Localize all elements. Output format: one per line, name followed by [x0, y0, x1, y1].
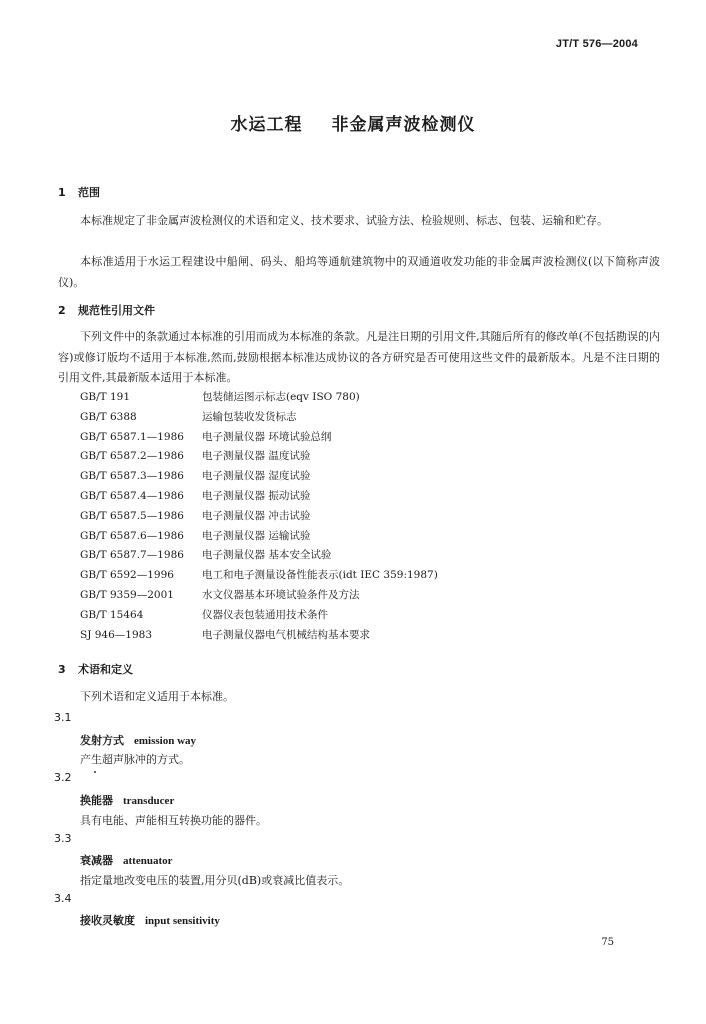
reference-title: 运输包装收发货标志: [202, 410, 297, 423]
term-name-en: transducer: [123, 795, 175, 807]
term-name-en: emission way: [134, 735, 197, 747]
reference-item: [80, 507, 438, 527]
term-name: [80, 912, 220, 928]
reference-title: 电子测量仪器 湿度试验: [202, 470, 311, 483]
reference-code: GB/T 6587.4—1986: [80, 489, 184, 502]
reference-title: 包装储运图示标志(eqv ISO 780): [202, 391, 360, 403]
reference-code: GB/T 15464: [80, 608, 144, 621]
reference-title: 电子测量仪器 温度试验: [202, 450, 311, 463]
normative-refs-intro: 下列文件中的条款通过本标准的引用而成为本标准的条款。凡是注日期的引用文件,其随后所有的修改单(不包括勘误的内容)或修订版均不适用于本标准,然而,鼓励根据本标准达成协议的各方研究是否可使用这些文件的最新版本。凡是不注日期的引用文件,其最新版本适用于本标准。: [58, 330, 660, 384]
reference-item: [80, 546, 438, 566]
reference-item: [80, 447, 438, 467]
term-name-zh: 换能器: [80, 794, 113, 807]
reference-code: GB/T 6388: [80, 410, 137, 423]
reference-title: 电子测量仪器 冲击试验: [202, 509, 311, 522]
reference-list: [80, 388, 438, 645]
reference-item: [80, 606, 438, 626]
scope-paragraph-1: 本标准规定了非金属声波检测仪的术语和定义、技术要求、试验方法、检验规则、标志、包装、运输和贮存。: [80, 214, 608, 227]
standard-code: JT/T 576—2004: [555, 38, 638, 50]
section-number: 1: [58, 186, 66, 199]
reference-item: [80, 586, 438, 606]
term-number: 3.1: [54, 711, 72, 724]
page-number: 75: [601, 937, 614, 948]
reference-title: 电工和电子测量设备性能表示(idt IEC 359:1987): [202, 569, 438, 582]
reference-code: GB/T 6587.3—1986: [80, 470, 184, 483]
term-name-zh: 接收灵敏度: [80, 914, 135, 927]
term-number: 3.4: [54, 892, 72, 905]
term-definition: 指定量地改变电压的装置,用分贝(dB)或衰减比值表示。: [80, 874, 350, 887]
section-title: 范围: [78, 186, 100, 199]
reference-item: [80, 487, 438, 507]
term-name-zh: 衰减器: [80, 854, 113, 867]
reference-title: 仪器仪表包装通用技术条件: [202, 608, 328, 621]
scope-paragraph-2: 本标准适用于水运工程建设中船闸、码头、船坞等通航建筑物中的双通道收发功能的非金属声波检测仪(以下简称声波仪)。: [58, 255, 660, 289]
term-number: 3.2: [54, 771, 72, 784]
section-1-heading: [58, 184, 100, 200]
document-title: 水运工程 非金属声波检测仪: [230, 115, 476, 135]
reference-item: [80, 428, 438, 448]
reference-code: GB/T 6587.5—1986: [80, 509, 184, 522]
reference-code: GB/T 9359—2001: [80, 588, 174, 601]
reference-title: 电子测量仪器 运输试验: [202, 529, 311, 542]
reference-title: 水文仪器基本环境试验条件及方法: [202, 588, 360, 601]
reference-title: 电子测量仪器 环境试验总纲: [202, 430, 332, 443]
reference-code: GB/T 6587.6—1986: [80, 529, 184, 542]
section-number: 2: [58, 304, 66, 317]
terms-intro: 下列术语和定义适用于本标准。: [80, 690, 234, 703]
term-name: [80, 792, 174, 808]
term-definition: 具有电能、声能相互转换功能的器件。: [80, 814, 267, 827]
term-name-zh: 发射方式: [80, 734, 124, 747]
reference-code: GB/T 6587.2—1986: [80, 450, 184, 463]
term-name-en: attenuator: [123, 855, 173, 867]
reference-code: GB/T 6587.1—1986: [80, 430, 184, 443]
reference-code: GB/T 6592—1996: [80, 569, 174, 582]
section-number: 3: [58, 663, 66, 676]
term-definition: 产生超声脉冲的方式。: [80, 753, 190, 766]
term-name: [80, 852, 173, 868]
reference-title: 电子测量仪器电气机械结构基本要求: [202, 628, 370, 641]
reference-code: GB/T 6587.7—1986: [80, 549, 184, 562]
reference-item: [80, 527, 438, 547]
stray-mark: [94, 771, 96, 773]
reference-code: GB/T 191: [80, 391, 131, 403]
reference-code: SJ 946—1983: [80, 628, 153, 641]
reference-title: 电子测量仪器 基本安全试验: [202, 549, 332, 562]
term-name-en: input sensitivity: [145, 915, 220, 927]
reference-item: [80, 408, 438, 428]
term-name: [80, 732, 196, 748]
reference-item: [80, 388, 438, 408]
reference-item: [80, 626, 438, 646]
reference-item: [80, 566, 438, 586]
section-2-heading: [58, 302, 155, 318]
section-title: 规范性引用文件: [78, 304, 155, 317]
reference-item: [80, 467, 438, 487]
term-number: 3.3: [54, 832, 72, 845]
section-3-heading: [58, 661, 133, 677]
reference-title: 电子测量仪器 振动试验: [202, 489, 311, 502]
section-title: 术语和定义: [78, 663, 133, 676]
